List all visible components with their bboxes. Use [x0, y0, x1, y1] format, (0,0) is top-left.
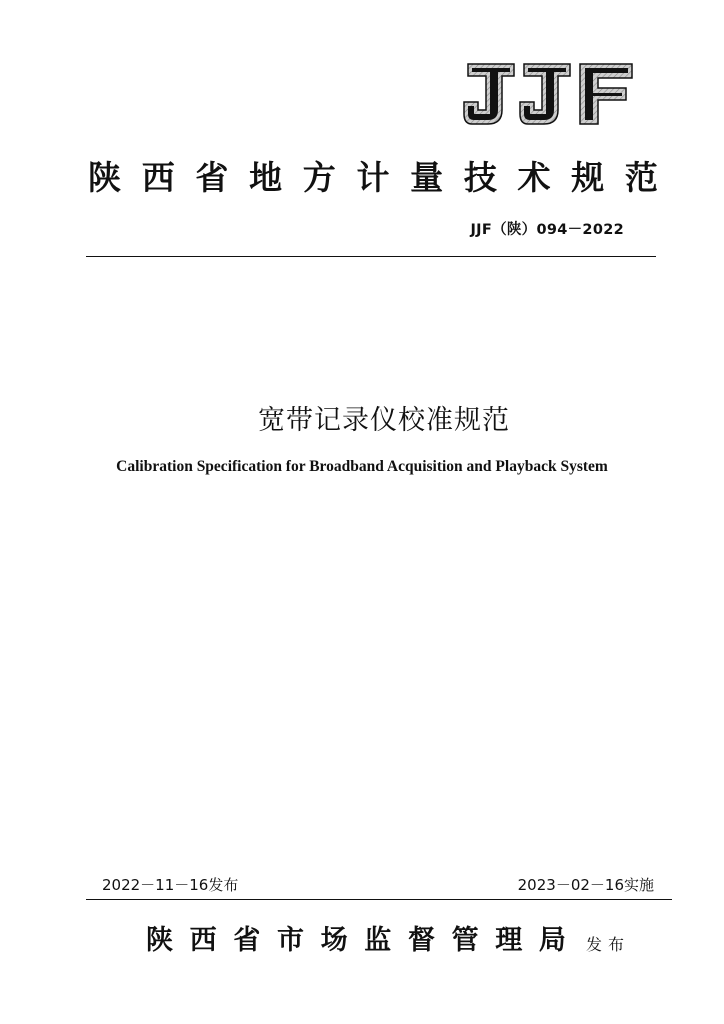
implement-date: 2023－02－16实施 [517, 876, 654, 894]
top-divider [86, 256, 656, 257]
issuer-char: 监 [364, 924, 392, 956]
header-title-char: 规 [571, 157, 605, 197]
header-title-char: 地 [249, 157, 283, 197]
header-title [88, 152, 658, 202]
issuer-char: 西 [189, 924, 217, 956]
standard-number: JJF（陕）094－2022 [470, 222, 624, 238]
issuer-char: 理 [495, 924, 523, 956]
header-title-char: 范 [624, 157, 658, 197]
issuer-suffix: 发布 [586, 935, 631, 954]
header-title-char: 陕 [88, 157, 121, 197]
issuer-char: 局 [538, 924, 566, 956]
issuer-char: 陕 [146, 924, 173, 956]
issuer-name [146, 922, 566, 958]
header-title-char: 计 [356, 157, 390, 197]
issue-date: 2022－11－16发布 [102, 876, 239, 894]
issuer-char: 市 [276, 924, 304, 956]
header-title-char: 术 [517, 157, 551, 197]
issuer-char: 省 [233, 924, 261, 956]
document-title-en: Calibration Specification for Broadband Acquisition and Playback System [116, 458, 608, 475]
jjf-logo [462, 58, 634, 130]
header-title-char: 量 [410, 157, 444, 197]
header-title-char: 技 [463, 157, 497, 197]
issuer-char: 管 [451, 924, 479, 956]
header-title-char: 方 [302, 157, 336, 197]
header-title-char: 西 [141, 157, 175, 197]
issuer-char: 场 [320, 924, 348, 956]
issuer-char: 督 [407, 924, 435, 956]
header-title-char: 省 [195, 157, 229, 197]
bottom-divider [86, 899, 672, 900]
document-title-cn: 宽带记录仪校准规范 [258, 405, 510, 436]
